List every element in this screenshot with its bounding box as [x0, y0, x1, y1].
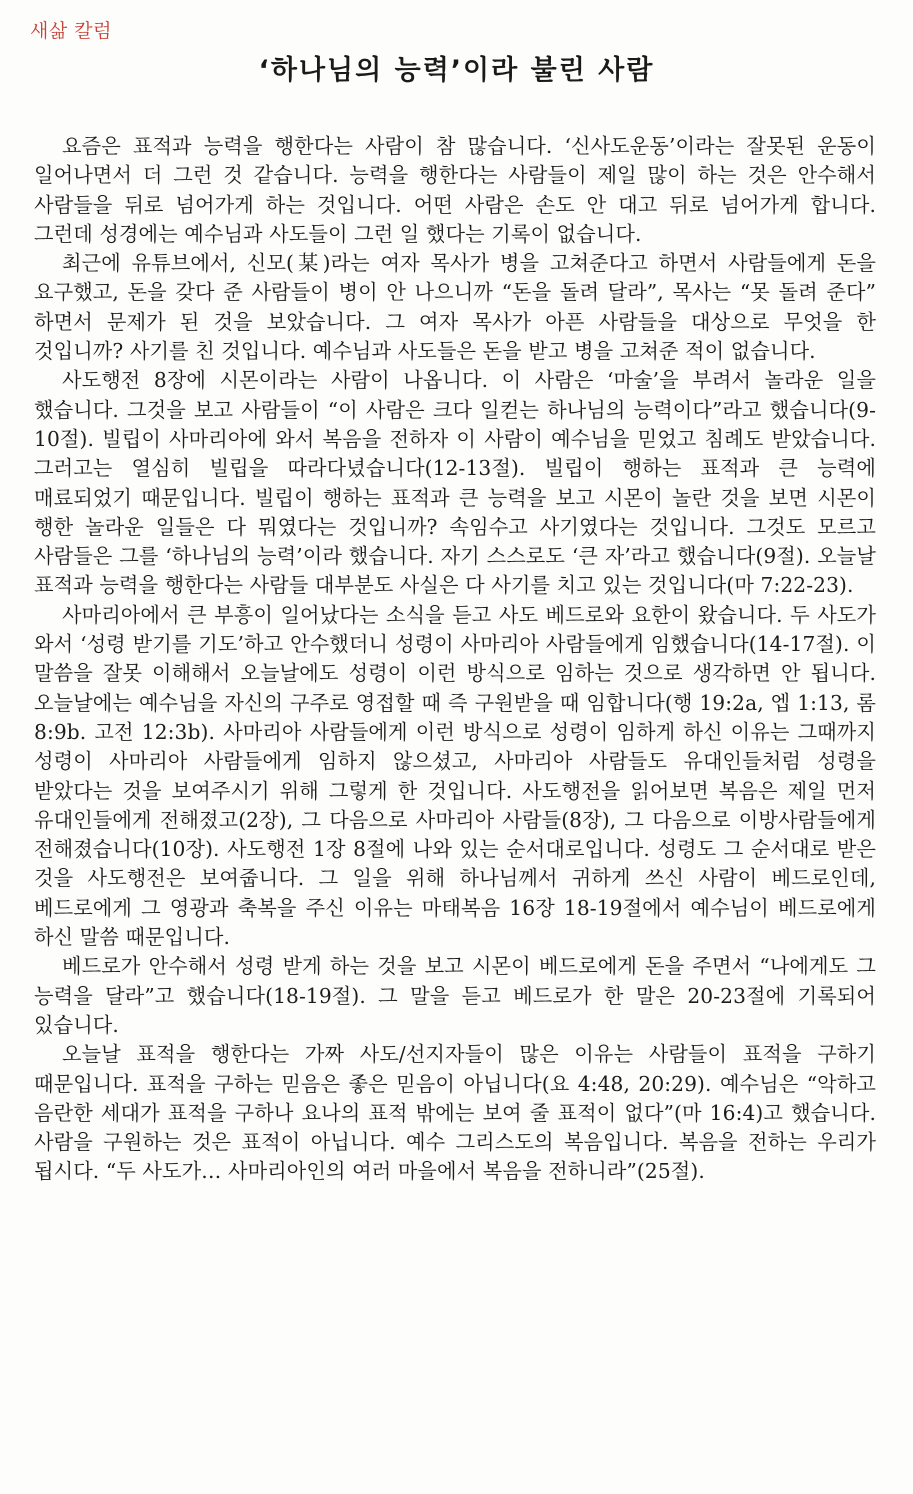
column-label: 새삶 칼럼 — [30, 20, 112, 42]
article-body — [34, 132, 876, 1187]
article-title: ‘하나님의 능력’이라 불린 사람 — [258, 55, 655, 86]
paragraph-3: 사도행전 8장에 시몬이라는 사람이 나옵니다. 이 사람은 ‘마술’을 부려서 놀라운 일을 했습니다. 그것을 보고 사람들이 “이 사람은 크다 일컫는 하나님의 능력이다”라고 했습니다(9-10절). 빌립이 사마리아에 와서 복음을 전하자 이 사람이 예수님을 믿었고 침례도 받았습니다. 그러고는 열심히 빌립을 따라다녔습니다(12-13절). 빌립이 행하는 표적과 큰 능력에 매료되었기 때문입니다. 빌립이 행하는 표적과 큰 능력을 보고 시몬이 놀란 것을 보면 시몬이 행한 놀라운 일들은 다 뭐였다는 것입니까? 속임수고 사기였다는 것입니다. 그것도 모르고 사람들은 그를 ‘하나님의 능력’이라 했습니다. 자기 스스로도 ‘큰 자’라고 했습니다(9절). 오늘날 표적과 능력을 행한다는 사람들 대부분도 사실은 다 사기를 치고 있는 것입니다(마 7:22-23). — [34, 368, 876, 598]
paragraph-6: 오늘날 표적을 행한다는 가짜 사도/선지자들이 많은 이유는 사람들이 표적을 구하기 때문입니다. 표적을 구하는 믿음은 좋은 믿음이 아닙니다(요 4:48, 20:29). 예수님은 “악하고 음란한 세대가 표적을 구하나 요나의 표적 밖에는 보여 줄 표적이 없다”(마 16:4)고 했습니다. 사람을 구원하는 것은 표적이 아닙니다. 예수 그리스도의 복음입니다. 복음을 전하는 우리가 됩시다. “두 사도가… 사마리아인의 여러 마을에서 복음을 전하니라”(25절). — [34, 1042, 876, 1184]
paragraph-2: 최근에 유튜브에서, 신모(某)라는 여자 목사가 병을 고쳐준다고 하면서 사람들에게 돈을 요구했고, 돈을 갖다 준 사람들이 병이 안 나으니까 “돈을 돌려 달라”, 목사는 “못 돌려 준다” 하면서 문제가 된 것을 보았습니다. 그 여자 목사가 아픈 사람들을 대상으로 무엇을 한 것입니까? 사기를 친 것입니다. 예수님과 사도들은 돈을 받고 병을 고쳐준 적이 없습니다. — [34, 251, 876, 364]
paragraph-5: 베드로가 안수해서 성령 받게 하는 것을 보고 시몬이 베드로에게 돈을 주면서 “나에게도 그 능력을 달라”고 했습니다(18-19절). 그 말을 듣고 베드로가 한 말은 20-23절에 기록되어 있습니다. — [34, 954, 876, 1037]
paragraph-4: 사마리아에서 큰 부흥이 일어났다는 소식을 듣고 사도 베드로와 요한이 왔습니다. 두 사도가 와서 ‘성령 받기를 기도’하고 안수했더니 성령이 사마리아 사람들에게 임했습니다(14-17절). 이 말씀을 잘못 이해해서 오늘날에도 성령이 이런 방식으로 임하는 것으로 생각하면 안 됩니다. 오늘날에는 예수님을 자신의 구주로 영접할 때 즉 구원받을 때 임합니다(행 19:2a, 엡 1:13, 롬 8:9b. 고전 12:3b). 사마리아 사람들에게 이런 방식으로 성령이 임하게 하신 이유는 그때까지 성령이 사마리아 사람들에게 임하지 않으셨고, 사마리아 사람들도 유대인들처럼 성령을 받았다는 것을 보여주시기 위해 그렇게 한 것입니다. 사도행전을 읽어보면 복음은 제일 먼저 유대인들에게 전해졌고(2장), 그 다음으로 사마리아 사람들(8장), 그 다음으로 이방사람들에게 전해졌습니다(10장). 사도행전 1장 8절에 나와 있는 순서대로입니다. 성령도 그 순서대로 받은 것을 사도행전은 보여줍니다. 그 일을 위해 하나님께서 귀하게 쓰신 사람이 베드로인데, 베드로에게 그 영광과 축복을 주신 이유는 마태복음 16장 18-19절에서 예수님이 베드로에게 하신 말씀 때문입니다. — [34, 602, 876, 950]
paragraph-1: 요즘은 표적과 능력을 행한다는 사람이 참 많습니다. ‘신사도운동’이라는 잘못된 운동이 일어나면서 더 그런 것 같습니다. 능력을 행한다는 사람들이 제일 많이 하는 것은 안수해서 사람들을 뒤로 넘어가게 하는 것입니다. 어떤 사람은 손도 안 대고 뒤로 넘어가게 합니다. 그런데 성경에는 예수님과 사도들이 그런 일 했다는 기록이 없습니다. — [34, 134, 876, 246]
